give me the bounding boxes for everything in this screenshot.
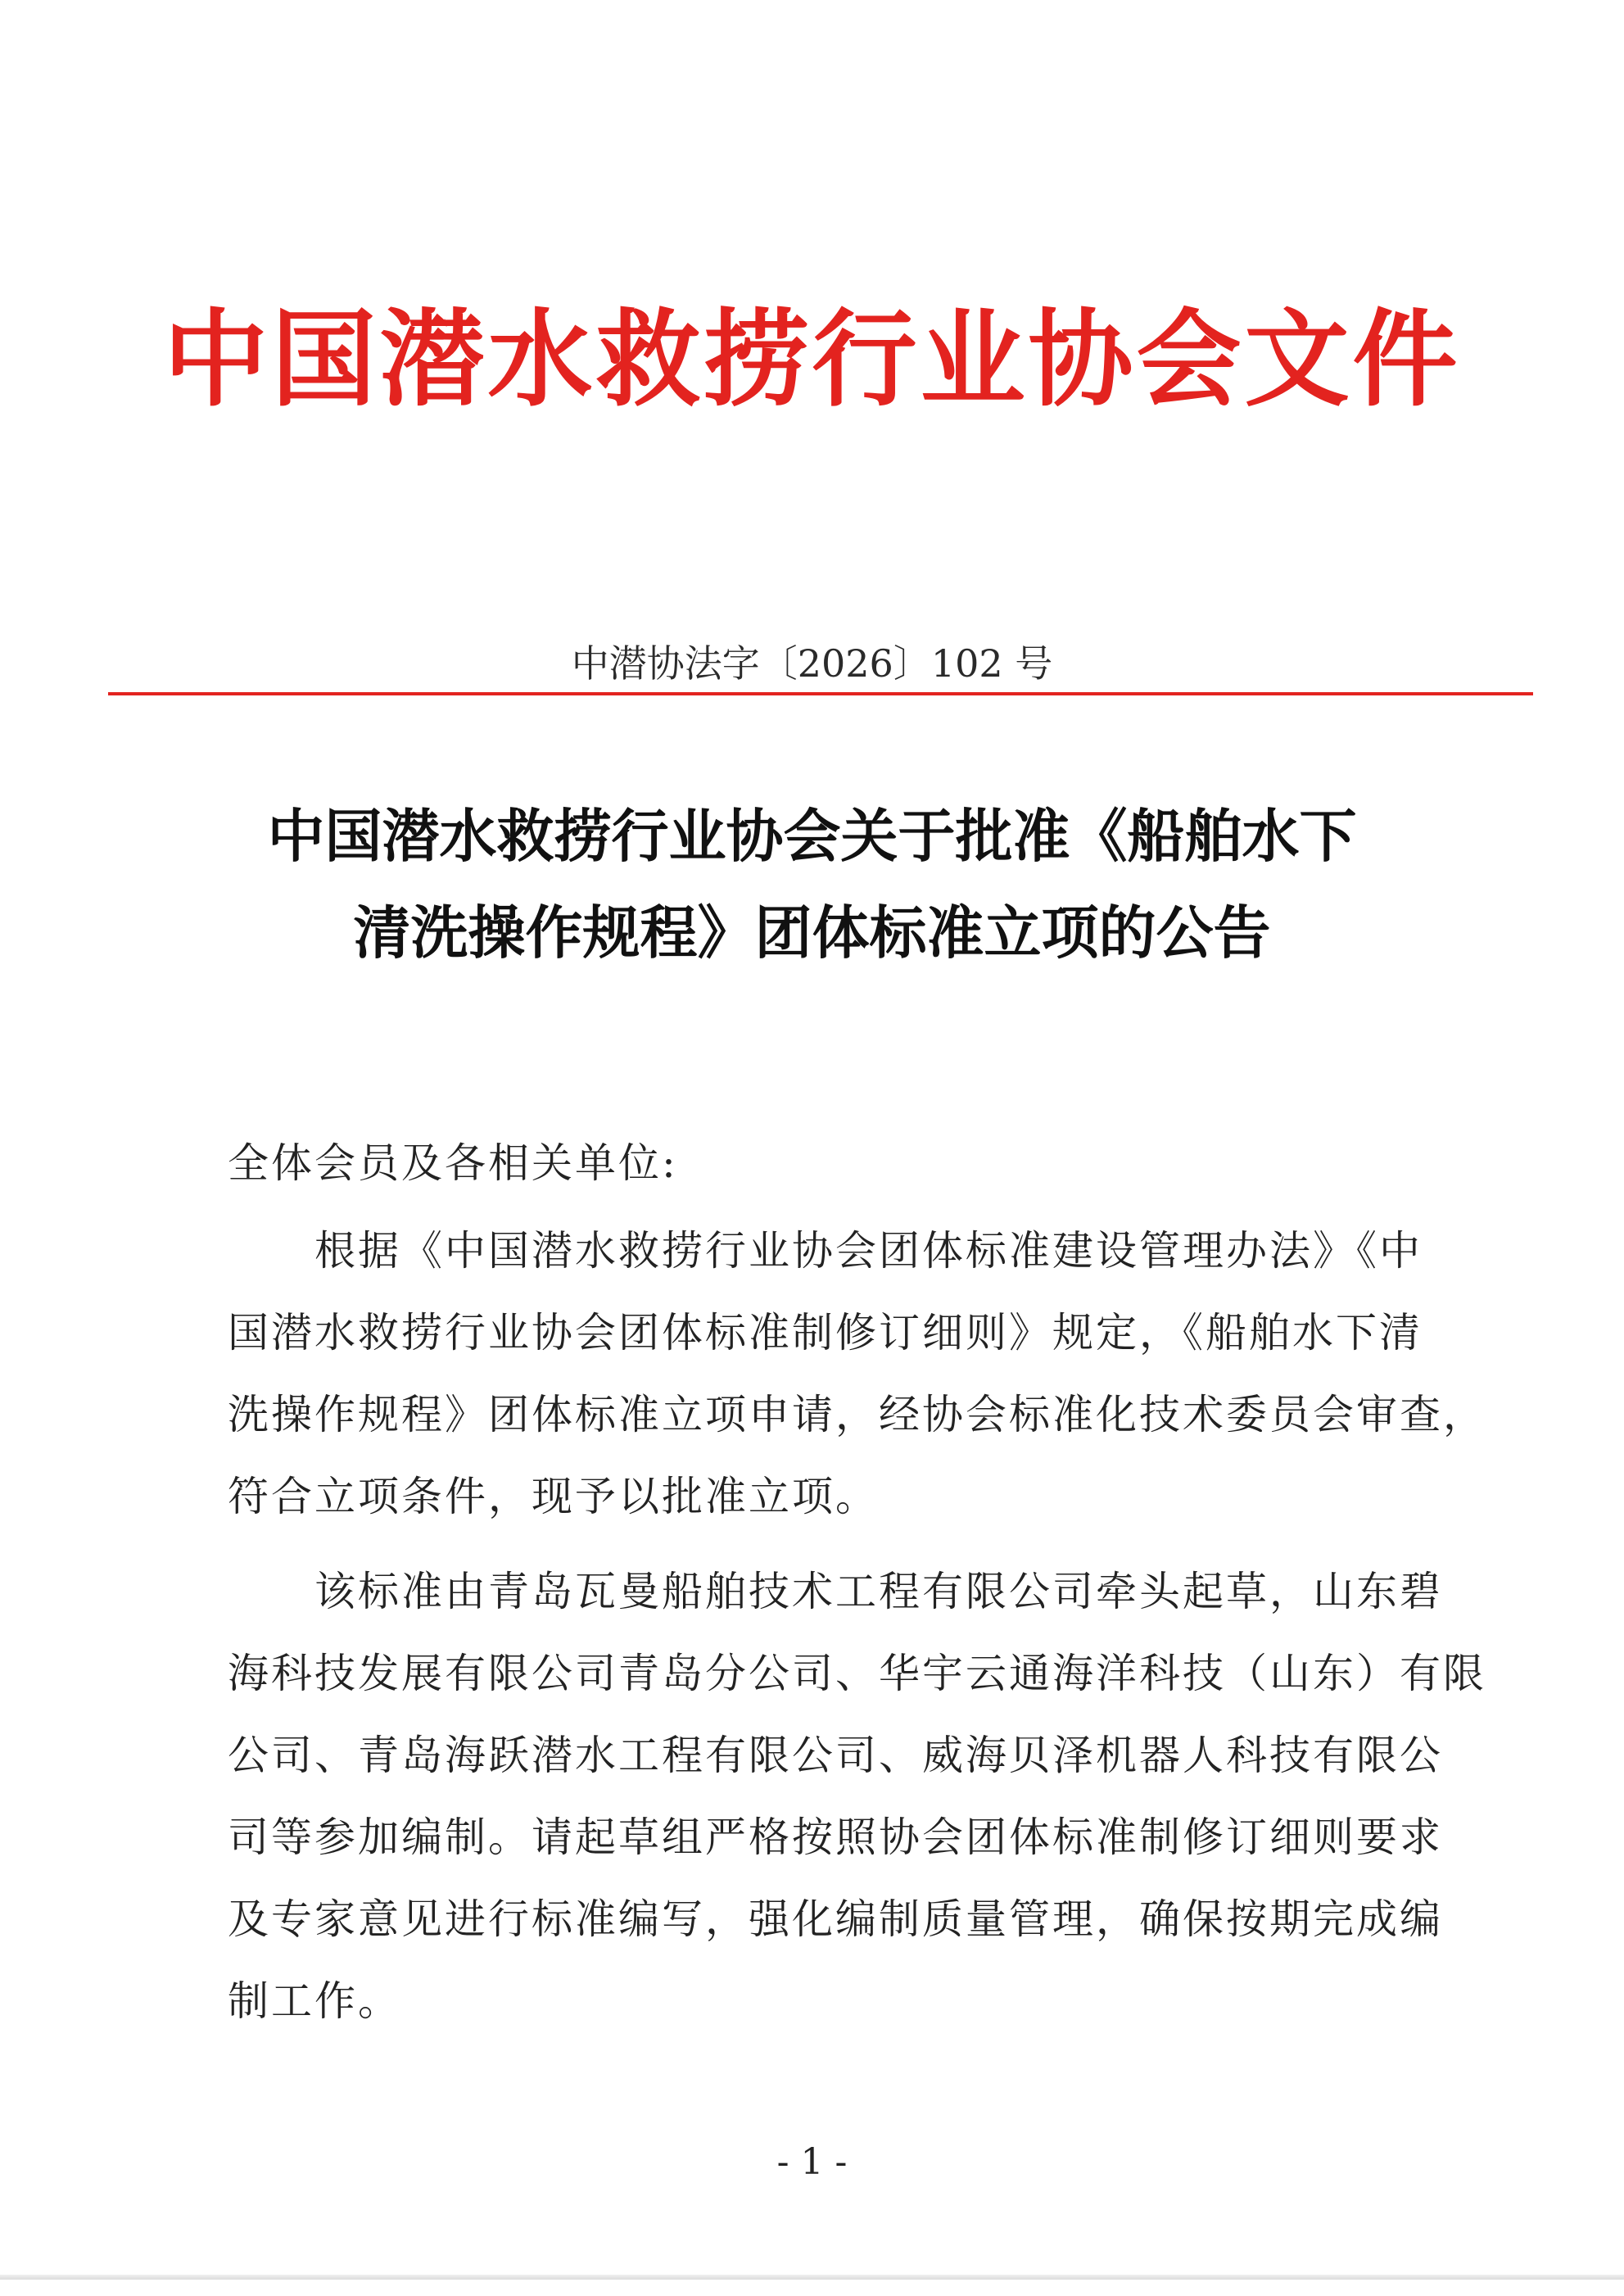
notice-title (0, 788, 1624, 981)
paragraph-line: 海科技发展有限公司青岛分公司、华宇云通海洋科技（山东）有限 (228, 1650, 1486, 1697)
paragraph-line: 及专家意见进行标准编写，强化编制质量管理，确保按期完成编 (228, 1895, 1443, 1943)
paragraph-line: 该标准由青岛瓦曼船舶技术工程有限公司牵头起草，山东碧 (314, 1568, 1443, 1615)
body-paragraph (228, 1210, 1486, 1537)
scan-edge-shadow (0, 2275, 1624, 2280)
letterhead-title: 中国潜水救捞行业协会文件 (163, 299, 1461, 421)
notice-title-line: 清洗操作规程》团体标准立项的公告 (353, 899, 1271, 967)
paragraph-line: 符合立项条件，现予以批准立项。 (228, 1473, 879, 1520)
paragraph-line: 制工作。 (228, 1977, 401, 2025)
paragraph-line: 根据《中国潜水救捞行业协会团体标准建设管理办法》《中 (314, 1227, 1423, 1275)
red-divider-line (108, 692, 1533, 695)
paragraph-line: 洗操作规程》团体标准立项申请，经协会标准化技术委员会审查， (228, 1391, 1486, 1438)
document-number: 中潜协法字〔2026〕102 号 (571, 641, 1053, 686)
paragraph-line: 公司、青岛海跃潜水工程有限公司、威海贝泽机器人科技有限公 (228, 1732, 1443, 1779)
paragraph-line: 国潜水救捞行业协会团体标准制修订细则》规定，《船舶水下清 (228, 1309, 1423, 1356)
salutation: 全体会员及各相关单位: (228, 1139, 678, 1187)
body-paragraph (228, 1551, 1486, 2042)
notice-title-line: 中国潜水救捞行业协会关于批准《船舶水下 (267, 802, 1357, 870)
page-number: - 1 - (776, 2141, 848, 2183)
paragraph-line: 司等参加编制。请起草组严格按照协会团体标准制修订细则要求 (228, 1814, 1443, 1861)
